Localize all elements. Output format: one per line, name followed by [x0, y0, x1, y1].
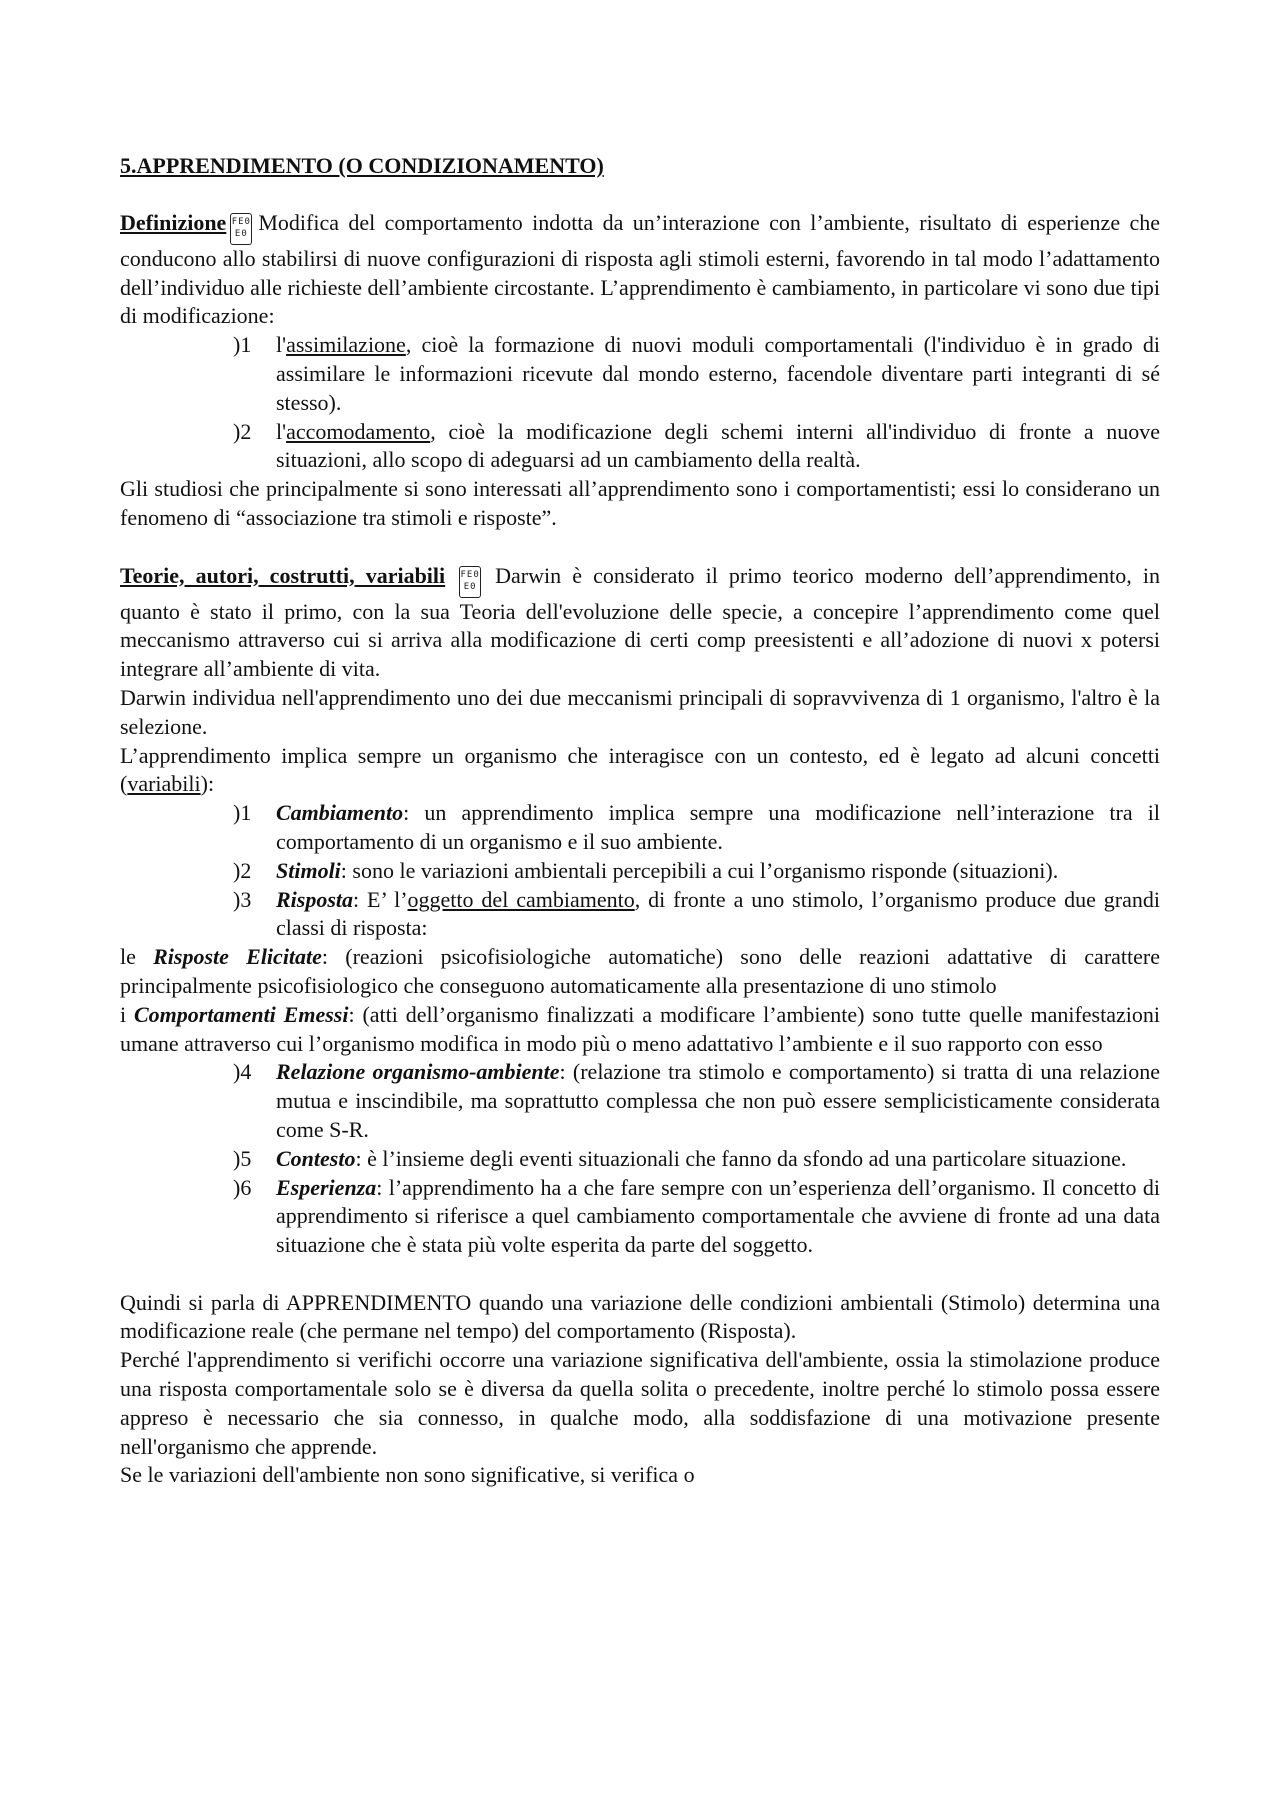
paragraph: Perché l'apprendimento si verifichi occorre una variazione significativa dell'ambiente, ossia la stimolazione produce una risposta comportamentale solo se è diversa da quella solita o precedente, inoltre perché lo stimolo possa essere appreso è necessario che sia connesso, in qualche modo, alla soddisfazione di una motivazione presente nell'organismo che apprende.: [120, 1347, 1160, 1459]
theories-paragraph: [120, 562, 1160, 684]
list-item: )1 Cambiamento: un apprendimento implica sempre una modificazione nell’interazione tra il comportamento di un organismo e il suo ambiente.: [233, 800, 1160, 854]
paragraph: Darwin individua nell'apprendimento uno dei due meccanismi principali di sopravvivenza di 1 organismo, l'altro è la selezione.: [120, 684, 1160, 739]
list-item: )1 l'assimilazione, cioè la formazione di nuovi moduli comportamentali (l'individuo è in grado di assimilare le informazioni ricevute dal mondo esterno, facendole diventare parti integranti di sé stesso).: [233, 332, 1160, 415]
section-title: 5.APPRENDIMENTO (O CONDIZIONAMENTO): [120, 153, 604, 178]
concept-term: Risposte Elicitate: [153, 944, 322, 970]
list-item: )4 Relazione organismo-ambiente: (relazione tra stimolo e comportamento) si tratta di una relazione mutua e inscindibile, ma soprattutto complessa che non può essere semplicisticamente considerata come S-R.: [233, 1059, 1160, 1142]
list-number: )4: [233, 1059, 252, 1085]
spacer: [120, 533, 1160, 562]
underlined-term: variabili: [127, 771, 201, 797]
paragraph: Se le variazioni dell'ambiente non sono significative, si verifica o: [120, 1462, 695, 1488]
list-item: )2 Stimoli: sono le variazioni ambientali percepibili a cui l’organismo risponde (situazioni).: [120, 857, 1160, 886]
underlined-term: assimilazione: [286, 332, 406, 358]
concept-term: Cambiamento: [276, 800, 404, 826]
list-number: )5: [233, 1145, 252, 1171]
paragraph: L’apprendimento implica sempre un organismo che interagisce con un contesto, ed è legato ad alcuni concetti (variabili):: [120, 742, 1160, 797]
underlined-term: accomodamento: [286, 418, 431, 444]
concept-term: Relazione organismo-ambiente: [276, 1059, 560, 1085]
list-number: )1: [233, 332, 252, 358]
elicited-responses-paragraph: le Risposte Elicitate: (reazioni psicofisiologiche automatiche) sono delle reazioni adattative di carattere principalmente psicofisiologico che conseguono automaticamente alla presentazione di uno stimolo: [120, 944, 1160, 998]
concept-term: Comportamenti Emessi: [134, 1001, 349, 1027]
list-item: )5 Contesto: è l’insieme degli eventi situazionali che fanno da sfondo ad una particolare situazione.: [120, 1145, 1160, 1174]
document-page: [120, 152, 1160, 1490]
paragraph: Quindi si parla di APPRENDIMENTO quando una variazione delle condizioni ambientali (Stimolo) determina una modificazione reale (che permane nel tempo) del comportamento (Risposta).: [120, 1289, 1160, 1344]
list-number: )3: [233, 886, 252, 912]
list-item: )6 Esperienza: l’apprendimento ha a che fare sempre con un’esperienza dell’organismo. Il concetto di apprendimento si riferisce a quel cambiamento comportamentale che avviene di fronte ad una data situazione che è stata più volte esperita da parte del soggetto.: [233, 1174, 1160, 1258]
list-number: )2: [233, 418, 252, 444]
missing-glyph-icon: FE0 E0: [459, 566, 481, 598]
theories-text: Darwin è considerato il primo teorico moderno dell’apprendimento, in quanto è stato il primo, con la sua Teoria dell'evoluzione delle specie, a concepire l’apprendimento come quel meccanismo attraverso cui si arriva alla modificazione di certi comp preesistenti e all’adozione di nuovi x potersi integrare all’ambiente di vita.: [120, 562, 1160, 682]
list-number: )6: [233, 1174, 252, 1200]
spacer: [120, 1260, 1160, 1289]
missing-glyph-icon: FE0 E0: [230, 213, 252, 245]
list-item: )3 Risposta: E’ l’oggetto del cambiamento, di fronte a uno stimolo, l’organismo produce due grandi classi di risposta:: [233, 886, 1161, 941]
definition-text: Modifica del comportamento indotta da un’interazione con l’ambiente, risultato di esperienze che conducono allo stabilirsi di nuove configurazioni di risposta agli stimoli esterni, favorendo in tal modo l’adattamento dell’individuo alle richieste dell’ambiente circostante. L’apprendimento è cambiamento, in particolare vi sono due tipi di modificazione:: [120, 209, 1160, 329]
emitted-behaviours-paragraph: i Comportamenti Emessi: (atti dell’organismo finalizzati a modificare l’ambiente) sono tutte quelle manifestazioni umane attraverso cui l’organismo modifica in modo più o meno adattativo l’ambiente e il suo rapporto con esso: [120, 1001, 1160, 1056]
concept-term: Esperienza: [276, 1174, 377, 1200]
concept-term: Risposta: [276, 886, 354, 912]
theories-term: Teorie, autori, costrutti, variabili: [120, 562, 446, 588]
definition-paragraph: [120, 209, 1160, 331]
list-number: )2: [233, 857, 252, 883]
concept-term: Contesto: [276, 1145, 356, 1171]
definition-term: Definizione: [120, 209, 227, 235]
list-number: )1: [233, 800, 252, 826]
list-item: )2 l'accomodamento, cioè la modificazione degli schemi interni all'individuo di fronte a nuove situazioni, allo scopo di adeguarsi ad un cambiamento della realtà.: [233, 418, 1160, 473]
underlined-term: oggetto del cambiamento: [407, 886, 635, 912]
paragraph: Gli studiosi che principalmente si sono interessati all’apprendimento sono i comportamentisti; essi lo considerano un fenomeno di “associazione tra stimoli e risposte”.: [120, 476, 1160, 530]
concept-term: Stimoli: [276, 857, 341, 883]
